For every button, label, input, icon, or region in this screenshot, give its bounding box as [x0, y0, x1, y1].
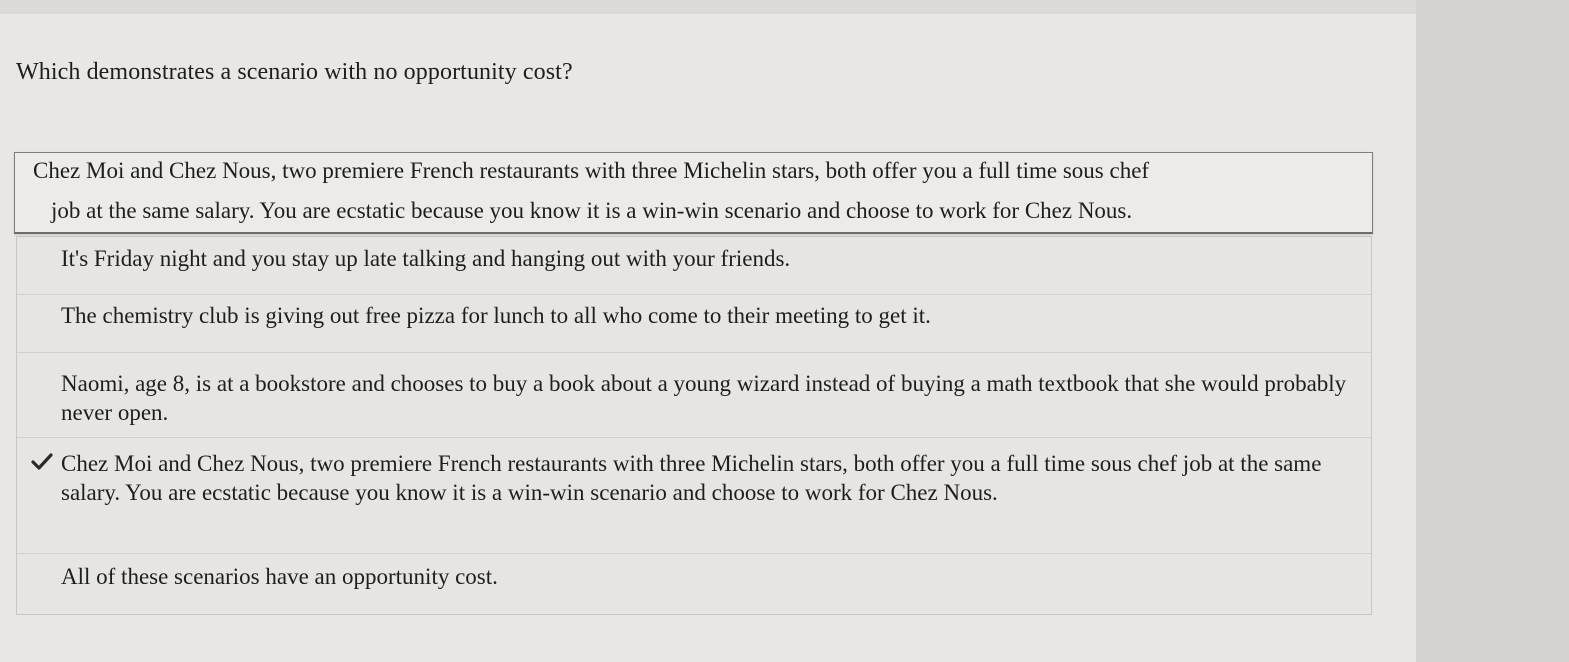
answer-option-label: It's Friday night and you stay up late talking and hanging out with your friends. — [61, 246, 791, 271]
answer-option-5[interactable] — [17, 554, 1371, 614]
answer-option-label: Chez Moi and Chez Nous, two premiere French restaurants with three Michelin stars, both offer you a full time sous chef job at the same salary. You are ecstatic because you know it is a win-win scenario and choose to work for Chez Nous. — [61, 451, 1322, 505]
selected-answer-field[interactable] — [14, 152, 1373, 234]
answer-option-3[interactable] — [17, 353, 1371, 438]
selected-answer-line-1: Chez Moi and Chez Nous, two premiere French restaurants with three Michelin stars, both offer you a full time sous chef — [33, 158, 1150, 183]
answer-option-label: The chemistry club is giving out free pizza for lunch to all who come to their meeting to get it. — [61, 303, 931, 328]
checkmark-icon — [31, 450, 53, 470]
selected-answer-line-2: job at the same salary. You are ecstatic because you know it is a win-win scenario and choose to work for Chez Nous. — [51, 198, 1133, 223]
question-text: Which demonstrates a scenario with no opportunity cost? — [16, 59, 573, 85]
answer-dropdown-list — [16, 236, 1372, 615]
page-margin — [1416, 0, 1569, 662]
answer-option-label: Naomi, age 8, is at a bookstore and chooses to buy a book about a young wizard instead of buying a math textbook that she would probably never open. — [61, 371, 1347, 425]
answer-option-2[interactable] — [17, 295, 1371, 353]
answer-option-1[interactable] — [17, 237, 1371, 295]
answer-option-label: All of these scenarios have an opportunity cost. — [61, 564, 498, 589]
answer-option-4[interactable] — [17, 438, 1371, 554]
